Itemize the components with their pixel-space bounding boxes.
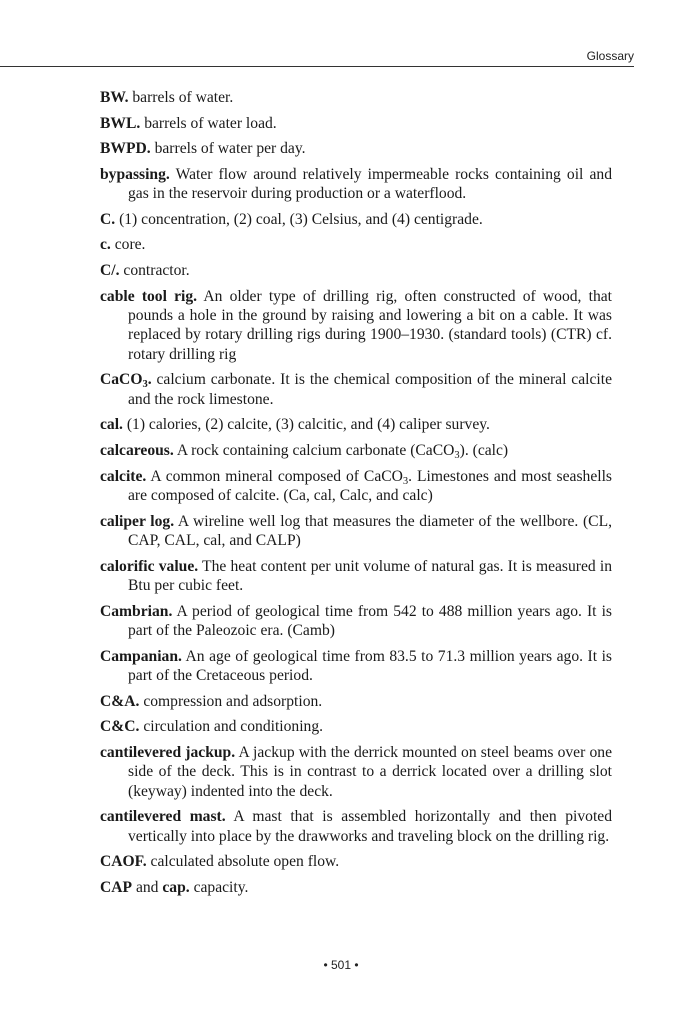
glossary-entry [100, 114, 612, 133]
entry-definition: barrels of water per day. [150, 140, 306, 158]
entry-definition: contractor. [119, 261, 190, 279]
entry-definition: core. [110, 236, 146, 254]
entry-term: BWPD. [100, 140, 151, 158]
definition-text: . Limestones and most seashells are composed of calcite. (Ca, cal, Calc, and calc) [128, 467, 612, 504]
entry-term: BWL. [100, 114, 141, 132]
entry-term: cap. [162, 878, 190, 896]
glossary-entry [100, 647, 612, 686]
glossary-entry [100, 602, 612, 641]
entry-term: BW. [100, 89, 129, 106]
entry-definition: circulation and conditioning. [139, 718, 324, 736]
entry-term: calcite. [100, 467, 147, 485]
glossary-entry [100, 235, 612, 254]
entry-term: C&C. [100, 718, 140, 736]
entry-term: CAP [100, 878, 133, 896]
entry-term: C&A. [100, 692, 140, 710]
running-head: Glossary [586, 49, 634, 63]
term-subscript: 3 [142, 379, 148, 391]
definition-text: A common mineral composed of CaCO [146, 467, 403, 485]
entry-definition: (1) calories, (2) calcite, (3) calcitic, and (4) caliper survey. [122, 416, 490, 434]
entry-definition: A mast that is assembled horizontally and then pivoted vertically into place by the drawworks and traveling block on the drilling rig. [128, 808, 612, 845]
definition-subscript: 3 [402, 475, 409, 487]
entry-term: C. [100, 210, 116, 228]
entry-term: calorific value. [100, 557, 199, 575]
glossary-entry [100, 165, 612, 204]
glossary-entry [100, 287, 612, 365]
entry-definition: barrels of water load. [140, 114, 277, 132]
entry-definition: A jackup with the derrick mounted on steel beams over one side of the deck. This is in contrast to a derrick located over a drilling slot (keyway) indented into the deck. [128, 743, 612, 800]
entry-term: cal. [100, 416, 123, 434]
glossary-entry [100, 512, 612, 551]
entry-term: bypassing. [100, 165, 170, 183]
entry-connector: and [132, 878, 163, 896]
glossary-entry [100, 261, 612, 280]
entry-definition [174, 442, 508, 459]
glossary-entry [100, 467, 612, 506]
glossary-entry [100, 878, 612, 897]
glossary-entry [100, 717, 612, 736]
term-text: . [147, 371, 152, 389]
entry-definition: capacity. [189, 878, 249, 896]
glossary-entry [100, 88, 612, 107]
glossary-entry [100, 743, 612, 801]
page-number: • 501 • [323, 958, 359, 972]
entry-definition: calcium carbonate. It is the chemical composition of the mineral calcite and the rock limestone. [128, 371, 612, 408]
glossary-entry [100, 139, 612, 158]
entry-term: cantilevered jackup. [100, 743, 236, 761]
entry-definition: compression and adsorption. [139, 692, 323, 710]
entry-term [100, 371, 152, 391]
entry-definition: (1) concentration, (2) coal, (3) Celsius, and (4) centigrade. [115, 210, 483, 228]
entry-term: calcareous. [100, 441, 174, 459]
glossary-entry [100, 807, 612, 846]
entry-term: cable tool rig. [100, 287, 198, 305]
glossary-entry [100, 441, 612, 460]
term-text: CaCO [100, 371, 143, 389]
entry-term: cantilevered mast. [100, 808, 226, 826]
entry-term: CAOF. [100, 853, 147, 871]
glossary-entry [100, 692, 612, 711]
entry-definition: An age of geological time from 83.5 to 71.3 million years ago. It is part of the Cretaceous period. [128, 647, 612, 684]
glossary-entry [100, 852, 612, 871]
entry-definition: An older type of drilling rig, often constructed of wood, that pounds a hole in the ground by raising and lowering a bit on a cable. It was replaced by rotary drilling rigs during 1900–1930. (standard tools) (CTR) cf. rotary drilling rig [128, 287, 612, 363]
entry-term: caliper log. [100, 512, 175, 530]
entry-term: C/. [100, 261, 120, 279]
entry-definition [128, 468, 612, 504]
entry-definition: A period of geological time from 542 to 488 million years ago. It is part of the Paleozoic era. (Camb) [128, 602, 612, 639]
entry-term: c. [100, 236, 111, 254]
entry-definition: Water flow around relatively impermeable rocks containing oil and gas in the reservoir during production or a waterflood. [128, 165, 612, 203]
glossary-entry [100, 370, 612, 409]
entry-definition: The heat content per unit volume of natural gas. It is measured in Btu per cubic feet. [128, 557, 612, 594]
entry-term: Campanian. [100, 647, 182, 665]
glossary-entries [100, 88, 612, 903]
entry-definition: barrels of water. [128, 89, 234, 106]
glossary-entry [100, 557, 612, 596]
glossary-entry [100, 415, 612, 434]
entry-definition: calculated absolute open flow. [146, 853, 340, 871]
definition-text: ). (calc) [459, 441, 509, 459]
entry-definition: A wireline well log that measures the diameter of the wellbore. (CL, CAP, CAL, cal, and CALP) [128, 512, 612, 549]
entry-term: Cambrian. [100, 602, 173, 620]
header-rule [0, 66, 634, 67]
definition-subscript: 3 [454, 449, 460, 461]
definition-text: A rock containing calcium carbonate (CaCO [173, 441, 455, 459]
glossary-entry [100, 210, 612, 229]
